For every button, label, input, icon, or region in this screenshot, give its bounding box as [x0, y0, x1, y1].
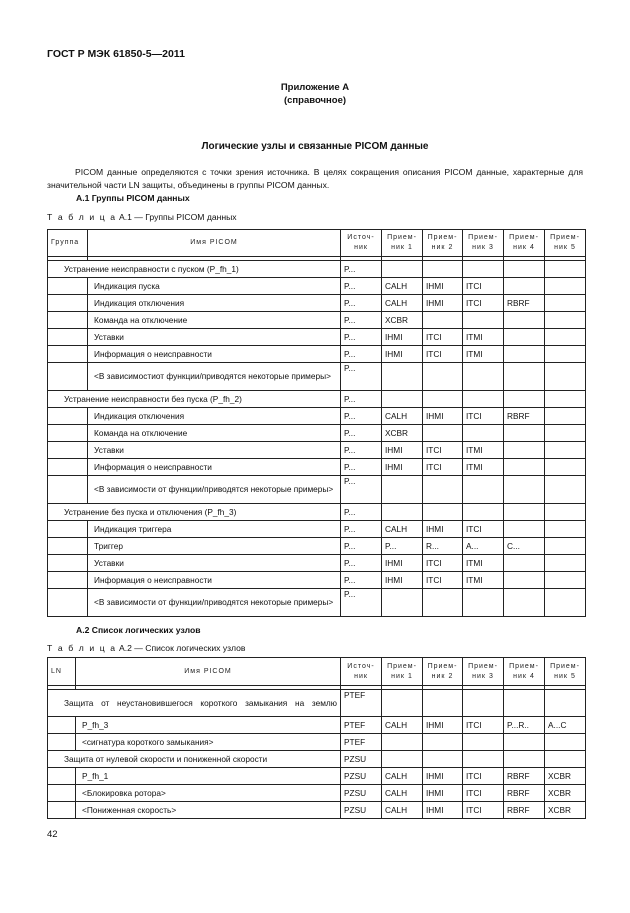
table-row: [48, 425, 586, 442]
receiver-cell: [504, 521, 545, 538]
source-cell: PZSU: [341, 785, 382, 802]
picom-name-cell: <Пониженная скорость>: [76, 802, 341, 819]
receiver-cell: A...C: [545, 717, 586, 734]
receiver-cell: [545, 408, 586, 425]
receiver-cell: IHMI: [423, 802, 463, 819]
receiver-cell: ITCI: [463, 768, 504, 785]
picom-name-cell: Информация о неисправности: [88, 459, 341, 476]
column-header: Прием- ник 1: [382, 230, 423, 257]
receiver-cell: [382, 476, 423, 504]
source-cell: P...: [341, 572, 382, 589]
receiver-cell: [423, 425, 463, 442]
receiver-cell: XCBR: [545, 802, 586, 819]
table-row: [48, 459, 586, 476]
appendix-subtitle: (справочное): [283, 95, 347, 106]
receiver-cell: [463, 504, 504, 521]
receiver-cell: [545, 363, 586, 391]
column-header: Прием- ник 4: [504, 658, 545, 686]
group-spacer-cell: [48, 521, 88, 538]
receiver-cell: ITCI: [423, 442, 463, 459]
source-cell: P...: [341, 312, 382, 329]
receiver-cell: [545, 442, 586, 459]
column-header: Прием- ник 5: [545, 230, 586, 257]
receiver-cell: [545, 589, 586, 617]
receiver-cell: RBRF: [504, 295, 545, 312]
receiver-cell: CALH: [382, 408, 423, 425]
receiver-cell: IHMI: [382, 572, 423, 589]
column-header: Имя PICOM: [76, 658, 341, 686]
receiver-cell: [423, 476, 463, 504]
source-cell: P...: [341, 346, 382, 363]
receiver-cell: [423, 391, 463, 408]
receiver-cell: ITCI: [423, 346, 463, 363]
column-header: Источ- ник: [341, 658, 382, 686]
picom-name-cell: <сигнатура короткого замыкания>: [76, 734, 341, 751]
group-spacer-cell: [48, 802, 76, 819]
intro-paragraph: [47, 166, 583, 192]
receiver-cell: [463, 425, 504, 442]
table-row: [48, 717, 586, 734]
receiver-cell: [382, 734, 423, 751]
receiver-cell: IHMI: [423, 278, 463, 295]
table-row: [48, 751, 586, 768]
receiver-cell: [545, 329, 586, 346]
source-cell: PZSU: [341, 751, 382, 768]
picom-name-cell: Информация о неисправности: [88, 572, 341, 589]
source-cell: PTEF: [341, 734, 382, 751]
receiver-cell: [545, 459, 586, 476]
receiver-cell: IHMI: [423, 785, 463, 802]
picom-name-cell: Триггер: [88, 538, 341, 555]
receiver-cell: [504, 555, 545, 572]
receiver-cell: [545, 278, 586, 295]
receiver-cell: [382, 751, 423, 768]
table-row: [48, 538, 586, 555]
group-spacer-cell: [48, 346, 88, 363]
receiver-cell: ITCI: [463, 278, 504, 295]
column-header: Прием- ник 2: [423, 658, 463, 686]
receiver-cell: [463, 476, 504, 504]
document-title: ГОСТ Р МЭК 61850-5—2011: [47, 48, 185, 60]
receiver-cell: IHMI: [423, 717, 463, 734]
table-row: [48, 768, 586, 785]
column-header: LN: [48, 658, 76, 686]
receiver-cell: [545, 312, 586, 329]
receiver-cell: [545, 521, 586, 538]
receiver-cell: R...: [423, 538, 463, 555]
receiver-cell: [382, 690, 423, 717]
receiver-cell: ITMI: [463, 459, 504, 476]
receiver-cell: RBRF: [504, 802, 545, 819]
table2-caption-text: А.2 — Список логических узлов: [118, 643, 246, 653]
receiver-cell: ITCI: [463, 785, 504, 802]
receiver-cell: ITCI: [423, 459, 463, 476]
receiver-cell: [463, 589, 504, 617]
receiver-cell: [504, 459, 545, 476]
table-row: [48, 589, 586, 617]
picom-name-cell: Команда на отключение: [88, 425, 341, 442]
source-cell: P...: [341, 459, 382, 476]
receiver-cell: XCBR: [382, 425, 423, 442]
table1-caption-text: А.1 — Группы PICOM данных: [118, 212, 237, 222]
receiver-cell: CALH: [382, 717, 423, 734]
picom-name-cell: Команда на отключение: [88, 312, 341, 329]
picom-name-cell: Индикация пуска: [88, 278, 341, 295]
receiver-cell: C...: [504, 538, 545, 555]
receiver-cell: [463, 312, 504, 329]
receiver-cell: IHMI: [423, 521, 463, 538]
subsection-a2-title: А.2 Список логических узлов: [76, 625, 201, 635]
receiver-cell: CALH: [382, 295, 423, 312]
receiver-cell: [423, 690, 463, 717]
picom-name-cell: Уставки: [88, 555, 341, 572]
receiver-cell: IHMI: [382, 555, 423, 572]
source-cell: P...: [341, 391, 382, 408]
receiver-cell: [504, 504, 545, 521]
receiver-cell: CALH: [382, 802, 423, 819]
receiver-cell: IHMI: [382, 459, 423, 476]
receiver-cell: IHMI: [423, 295, 463, 312]
receiver-cell: [423, 751, 463, 768]
group-name-cell: Защита от нулевой скорости и пониженной скорости: [48, 751, 341, 768]
group-spacer-cell: [48, 785, 76, 802]
receiver-cell: P...: [382, 538, 423, 555]
picom-name-cell: <В зависимости от функции/приводятся некоторые примеры>: [88, 589, 341, 617]
receiver-cell: [382, 589, 423, 617]
receiver-cell: [382, 363, 423, 391]
subsection-a1-title: А.1 Группы PICOM данных: [76, 193, 190, 203]
receiver-cell: [382, 391, 423, 408]
table-row: [48, 734, 586, 751]
source-cell: P...: [341, 408, 382, 425]
source-cell: P...: [341, 521, 382, 538]
table-row: [48, 391, 586, 408]
source-cell: P...: [341, 278, 382, 295]
receiver-cell: [545, 690, 586, 717]
intro-paragraph-text: PICOM данные определяются с точки зрения источника. В целях сокращения описания PICOM данные, характерные для значительной части LN защиты, объединены в группы PICOM данных.: [47, 167, 583, 190]
source-cell: PZSU: [341, 802, 382, 819]
source-cell: P...: [341, 329, 382, 346]
receiver-cell: [545, 476, 586, 504]
group-spacer-cell: [48, 572, 88, 589]
group-name-cell: Устранение без пуска и отключения (P_fh_3): [48, 504, 341, 521]
table1-caption-prefix: Т а б л и ц а: [47, 212, 117, 222]
receiver-cell: ITCI: [463, 717, 504, 734]
table-row: [48, 555, 586, 572]
receiver-cell: [545, 734, 586, 751]
receiver-cell: IHMI: [423, 768, 463, 785]
receiver-cell: RBRF: [504, 768, 545, 785]
receiver-cell: ITMI: [463, 329, 504, 346]
receiver-cell: [504, 751, 545, 768]
table-row: [48, 346, 586, 363]
receiver-cell: [545, 346, 586, 363]
picom-name-cell: Уставки: [88, 329, 341, 346]
picom-name-cell: P_fh_1: [76, 768, 341, 785]
receiver-cell: CALH: [382, 521, 423, 538]
receiver-cell: [504, 278, 545, 295]
table2-caption: [47, 643, 245, 653]
table-header-row: [48, 230, 586, 257]
logical-nodes-table: [47, 657, 586, 819]
receiver-cell: [545, 555, 586, 572]
group-spacer-cell: [48, 538, 88, 555]
receiver-cell: [463, 751, 504, 768]
receiver-cell: [545, 391, 586, 408]
group-name-cell: Защита от неустановившегося короткого замыкания на землю: [48, 690, 341, 717]
source-cell: P...: [341, 442, 382, 459]
source-cell: P...: [341, 504, 382, 521]
source-cell: P...: [341, 425, 382, 442]
table-row: [48, 785, 586, 802]
receiver-cell: [504, 734, 545, 751]
table-row: [48, 329, 586, 346]
receiver-cell: ITCI: [463, 521, 504, 538]
group-spacer-cell: [48, 717, 76, 734]
picom-name-cell: Информация о неисправности: [88, 346, 341, 363]
column-header: Прием- ник 3: [463, 658, 504, 686]
column-header: Прием- ник 5: [545, 658, 586, 686]
receiver-cell: ITMI: [463, 346, 504, 363]
source-cell: P...: [341, 538, 382, 555]
receiver-cell: RBRF: [504, 408, 545, 425]
receiver-cell: [504, 312, 545, 329]
source-cell: P...: [341, 555, 382, 572]
group-spacer-cell: [48, 278, 88, 295]
receiver-cell: XCBR: [382, 312, 423, 329]
group-spacer-cell: [48, 425, 88, 442]
column-header: Прием- ник 3: [463, 230, 504, 257]
group-spacer-cell: [48, 363, 88, 391]
receiver-cell: [545, 572, 586, 589]
picom-name-cell: Индикация отключения: [88, 408, 341, 425]
table-row: [48, 476, 586, 504]
column-header: Группа: [48, 230, 88, 257]
receiver-cell: ITCI: [423, 329, 463, 346]
receiver-cell: [545, 425, 586, 442]
table-header-row: [48, 658, 586, 686]
receiver-cell: [423, 589, 463, 617]
receiver-cell: ITCI: [463, 295, 504, 312]
source-cell: P...: [341, 589, 382, 617]
receiver-cell: [504, 442, 545, 459]
receiver-cell: [382, 261, 423, 278]
receiver-cell: [463, 690, 504, 717]
page-number: 42: [47, 829, 58, 840]
appendix-title: Приложение А: [280, 82, 350, 93]
picom-groups-table: [47, 229, 586, 617]
receiver-cell: [545, 295, 586, 312]
group-spacer-cell: [48, 555, 88, 572]
receiver-cell: ITCI: [423, 555, 463, 572]
column-header: Прием- ник 4: [504, 230, 545, 257]
receiver-cell: RBRF: [504, 785, 545, 802]
receiver-cell: [423, 312, 463, 329]
receiver-cell: [463, 391, 504, 408]
picom-name-cell: P_fh_3: [76, 717, 341, 734]
receiver-cell: [423, 261, 463, 278]
receiver-cell: [504, 572, 545, 589]
picom-name-cell: Индикация триггера: [88, 521, 341, 538]
receiver-cell: [504, 690, 545, 717]
source-cell: PTEF: [341, 717, 382, 734]
receiver-cell: ITCI: [423, 572, 463, 589]
source-cell: P...: [341, 261, 382, 278]
receiver-cell: CALH: [382, 785, 423, 802]
table2-caption-prefix: Т а б л и ц а: [47, 643, 117, 653]
table1-caption: [47, 212, 237, 222]
receiver-cell: [545, 261, 586, 278]
receiver-cell: [504, 261, 545, 278]
receiver-cell: ITMI: [463, 555, 504, 572]
receiver-cell: [423, 504, 463, 521]
table-row: [48, 504, 586, 521]
table-row: [48, 261, 586, 278]
receiver-cell: ITCI: [463, 802, 504, 819]
receiver-cell: [504, 476, 545, 504]
column-header: Прием- ник 1: [382, 658, 423, 686]
table-row: [48, 295, 586, 312]
column-header: Источ- ник: [341, 230, 382, 257]
table-row: [48, 690, 586, 717]
table-row: [48, 408, 586, 425]
receiver-cell: [504, 425, 545, 442]
group-spacer-cell: [48, 589, 88, 617]
receiver-cell: IHMI: [382, 329, 423, 346]
group-name-cell: Устранение неисправности с пуском (P_fh_1): [48, 261, 341, 278]
receiver-cell: ITMI: [463, 442, 504, 459]
group-spacer-cell: [48, 312, 88, 329]
receiver-cell: [504, 329, 545, 346]
section-title: Логические узлы и связанные PICOM данные: [201, 141, 429, 152]
group-spacer-cell: [48, 768, 76, 785]
receiver-cell: [463, 363, 504, 391]
group-spacer-cell: [48, 459, 88, 476]
receiver-cell: ITCI: [463, 408, 504, 425]
group-spacer-cell: [48, 408, 88, 425]
receiver-cell: IHMI: [382, 442, 423, 459]
receiver-cell: CALH: [382, 768, 423, 785]
receiver-cell: [463, 734, 504, 751]
receiver-cell: P...R..: [504, 717, 545, 734]
receiver-cell: XCBR: [545, 785, 586, 802]
source-cell: PZSU: [341, 768, 382, 785]
receiver-cell: [504, 391, 545, 408]
picom-name-cell: <Блокировка ротора>: [76, 785, 341, 802]
group-name-cell: Устранение неисправности без пуска (P_fh_2): [48, 391, 341, 408]
receiver-cell: [423, 363, 463, 391]
receiver-cell: [382, 504, 423, 521]
receiver-cell: [545, 751, 586, 768]
receiver-cell: XCBR: [545, 768, 586, 785]
receiver-cell: [504, 346, 545, 363]
receiver-cell: IHMI: [382, 346, 423, 363]
group-spacer-cell: [48, 476, 88, 504]
receiver-cell: A...: [463, 538, 504, 555]
table-row: [48, 278, 586, 295]
column-header: Прием- ник 2: [423, 230, 463, 257]
group-spacer-cell: [48, 295, 88, 312]
source-cell: P...: [341, 363, 382, 391]
receiver-cell: IHMI: [423, 408, 463, 425]
group-spacer-cell: [48, 329, 88, 346]
picom-name-cell: Индикация отключения: [88, 295, 341, 312]
column-header: Имя PICOM: [88, 230, 341, 257]
table-row: [48, 442, 586, 459]
picom-name-cell: <В зависимостиот функции/приводятся некоторые примеры>: [88, 363, 341, 391]
receiver-cell: CALH: [382, 278, 423, 295]
source-cell: PTEF: [341, 690, 382, 717]
table-row: [48, 312, 586, 329]
receiver-cell: [504, 589, 545, 617]
table-row: [48, 521, 586, 538]
table-row: [48, 572, 586, 589]
receiver-cell: [545, 538, 586, 555]
picom-name-cell: <В зависимости от функции/приводятся некоторые примеры>: [88, 476, 341, 504]
table-row: [48, 363, 586, 391]
table-row: [48, 802, 586, 819]
source-cell: P...: [341, 295, 382, 312]
receiver-cell: [504, 363, 545, 391]
receiver-cell: ITMI: [463, 572, 504, 589]
group-spacer-cell: [48, 734, 76, 751]
receiver-cell: [463, 261, 504, 278]
source-cell: P...: [341, 476, 382, 504]
receiver-cell: [545, 504, 586, 521]
receiver-cell: [423, 734, 463, 751]
picom-name-cell: Уставки: [88, 442, 341, 459]
group-spacer-cell: [48, 442, 88, 459]
